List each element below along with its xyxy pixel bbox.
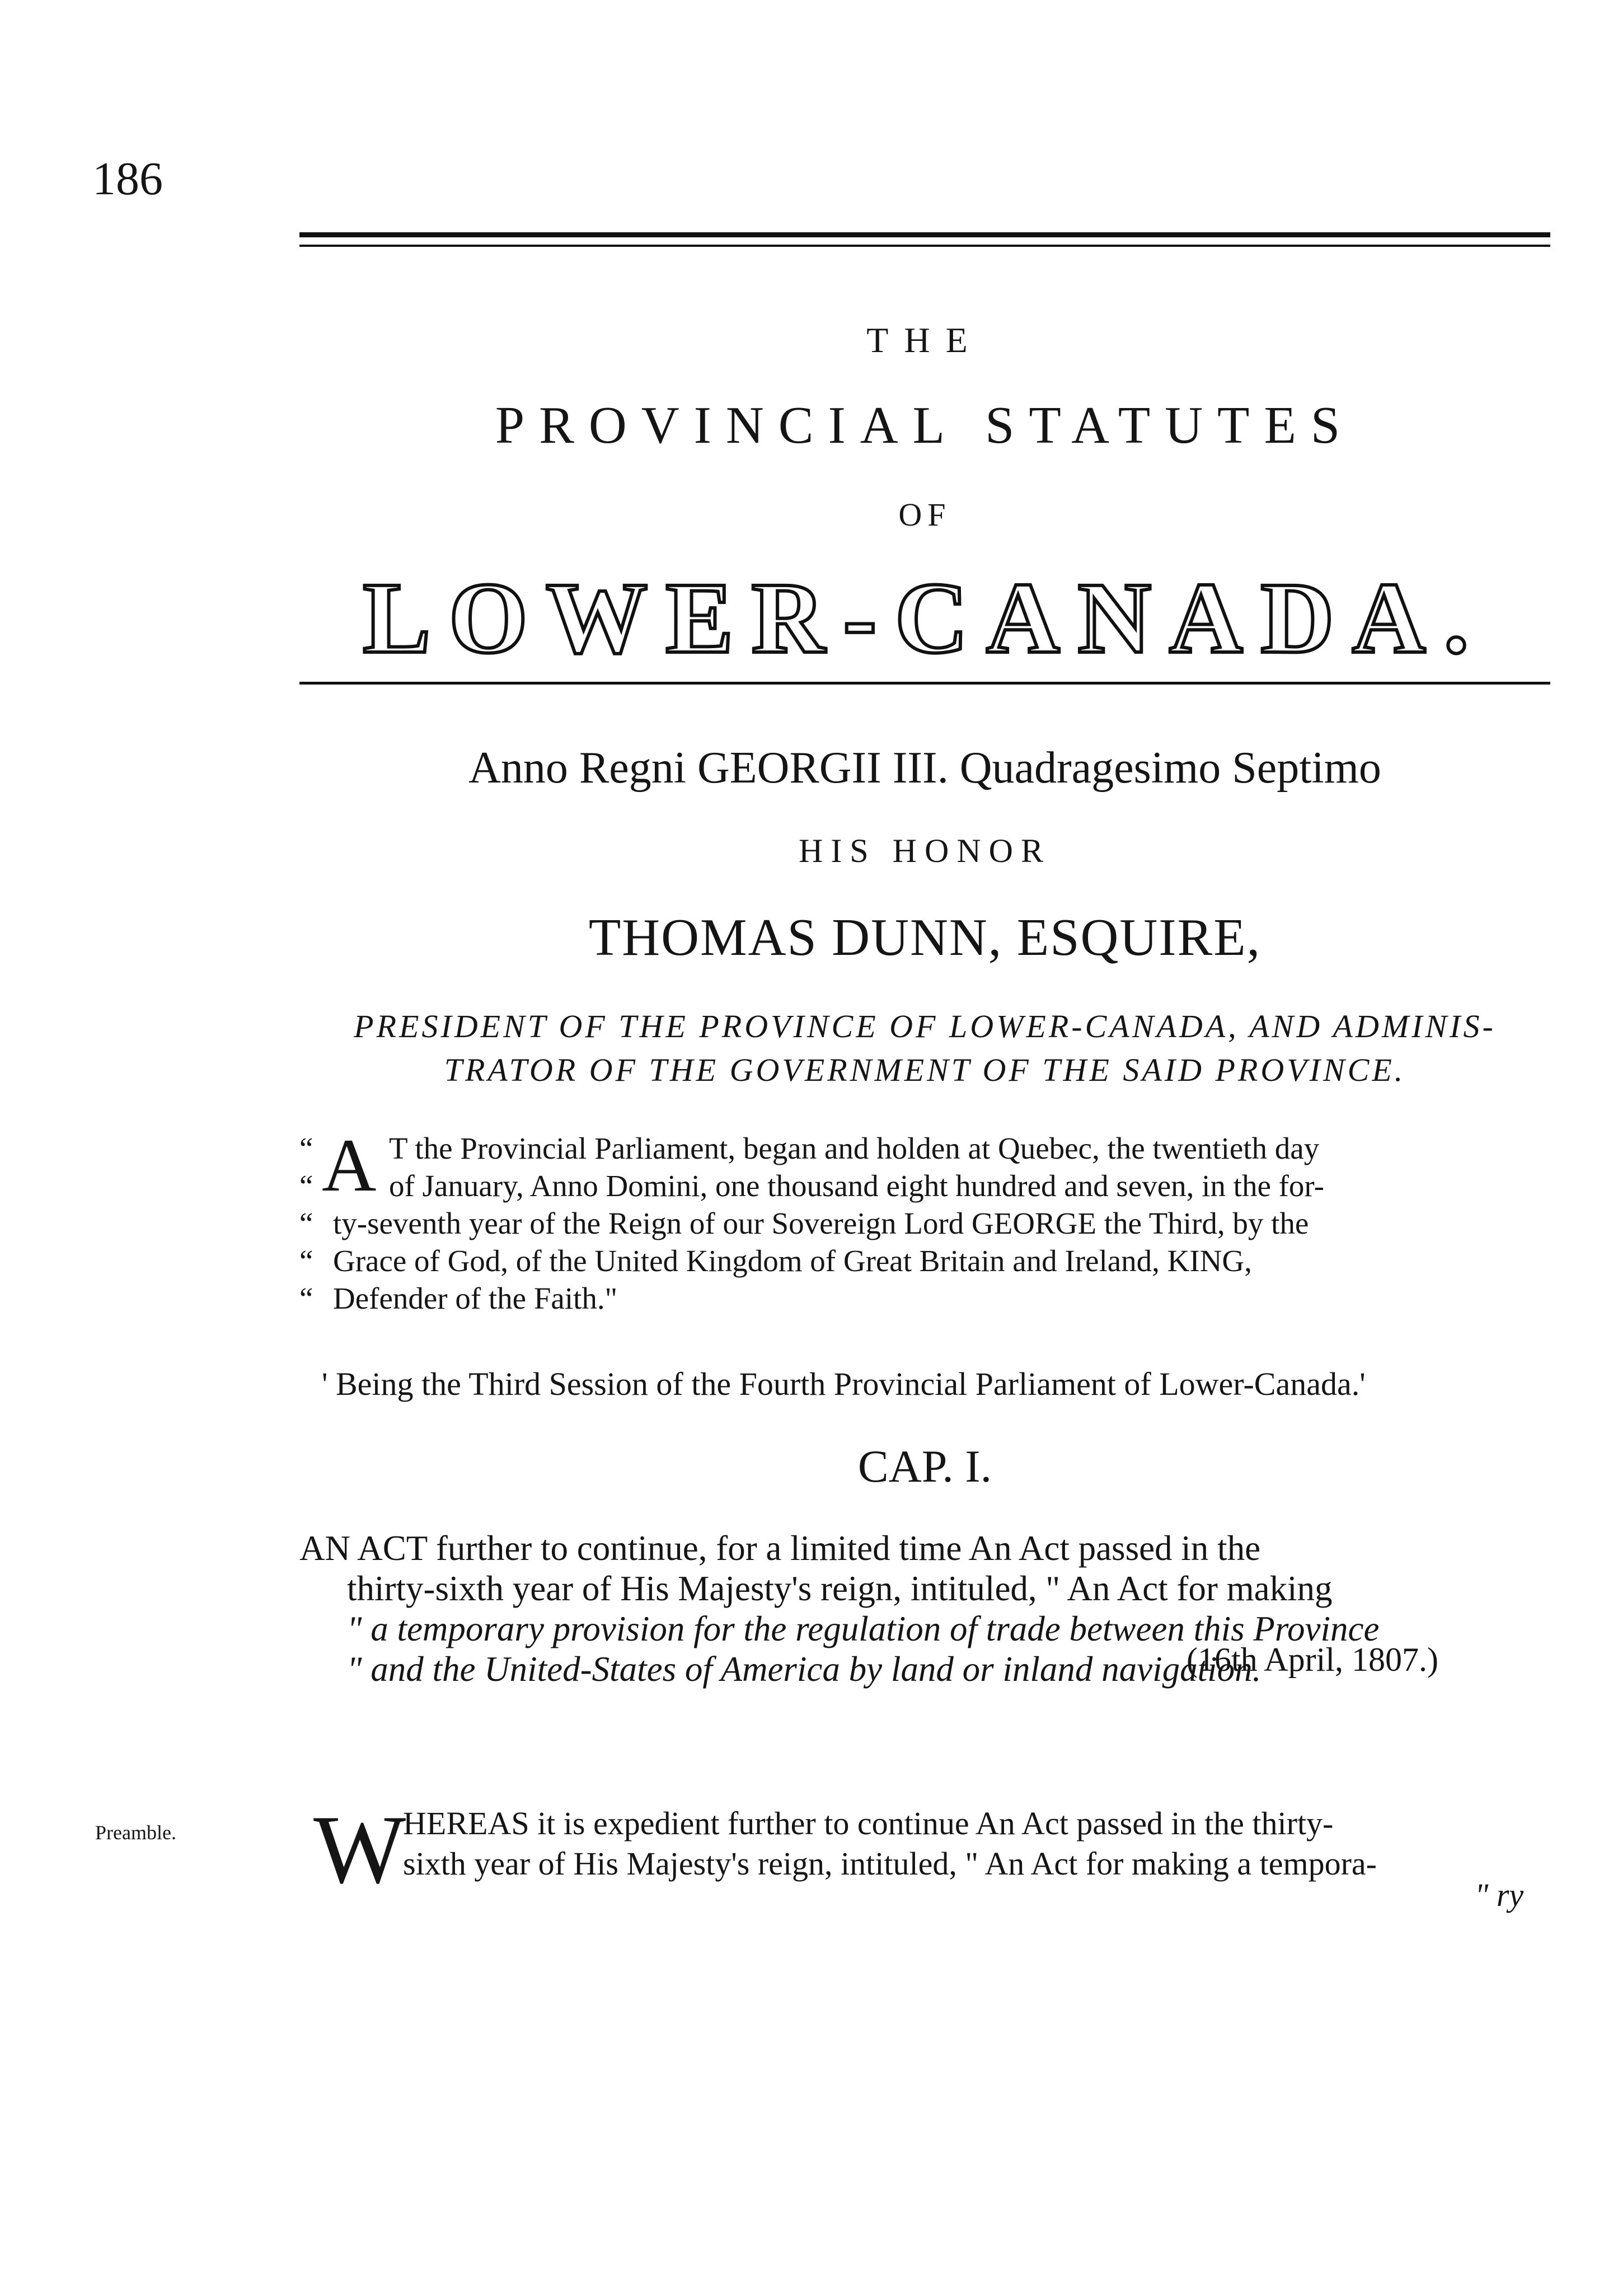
act-title-line: " and the United-States of America by land or inland navigation. (347, 1650, 1262, 1689)
president-title-line: PRESIDENT OF THE PROVINCE OF LOWER-CANADA, AND ADMINIS- (354, 1008, 1496, 1044)
parliament-line: “ T the Provincial Parliament, began and holden at Quebec, the twentieth day (299, 1131, 1320, 1165)
act-title-line: thirty-sixth year of His Majesty's reign, intituled, " An Act for making (347, 1569, 1333, 1608)
preamble-margin-note: Preamble. (95, 1821, 176, 1844)
chapter-heading: CAP. I. (857, 1441, 992, 1492)
heading-lower-canada: LOWER-CANADA. (363, 562, 1487, 674)
page-number: 186 (92, 153, 163, 205)
preamble-line: sixth year of His Majesty's reign, intituled, " An Act for making a tempora- (403, 1845, 1377, 1882)
president-title-line: TRATOR OF THE GOVERNMENT OF THE SAID PROVINCE. (444, 1052, 1406, 1088)
dropcap-w: W (313, 1795, 406, 1904)
dropcap-a: A (322, 1124, 377, 1207)
session-line: ' Being the Third Session of the Fourth Provincial Parliament of Lower-Canada.' (322, 1366, 1366, 1402)
his-honor-line: HIS HONOR (798, 832, 1052, 869)
president-title (299, 1005, 1550, 1092)
parliament-line: “ Defender of the Faith." (299, 1281, 618, 1315)
parliament-paragraph (299, 1124, 1550, 1317)
parliament-line: “ of January, Anno Domini, one thousand eight hundred and seven, in the for- (299, 1169, 1324, 1203)
catchword: " ry (1475, 1877, 1524, 1913)
parliament-line: “ Grace of God, of the United Kingdom of Great Britain and Ireland, KING, (299, 1244, 1252, 1278)
heading-of: OF (898, 496, 951, 533)
section-rule (299, 682, 1550, 685)
act-title-line: " a temporary provision for the regulation of trade between this Province (347, 1609, 1380, 1648)
heading-the: THE (866, 320, 983, 360)
heading-provincial-statutes: PROVINCIAL STATUTES (495, 396, 1355, 454)
parliament-line: “ ty-seventh year of the Reign of our Sovereign Lord GEORGE the Third, by the (299, 1206, 1309, 1240)
act-title-line: AN ACT further to continue, for a limited time An Act passed in the (299, 1529, 1261, 1568)
act-date: (16th April, 1807.) (1187, 1641, 1438, 1678)
preamble-line: HEREAS it is expedient further to continue An Act passed in the thirty- (403, 1805, 1334, 1842)
regnal-year-line: Anno Regni GEORGII III. Quadragesimo Septimo (468, 743, 1381, 793)
president-name: THOMAS DUNN, ESQUIRE, (588, 908, 1262, 967)
header-double-rule (299, 232, 1550, 247)
